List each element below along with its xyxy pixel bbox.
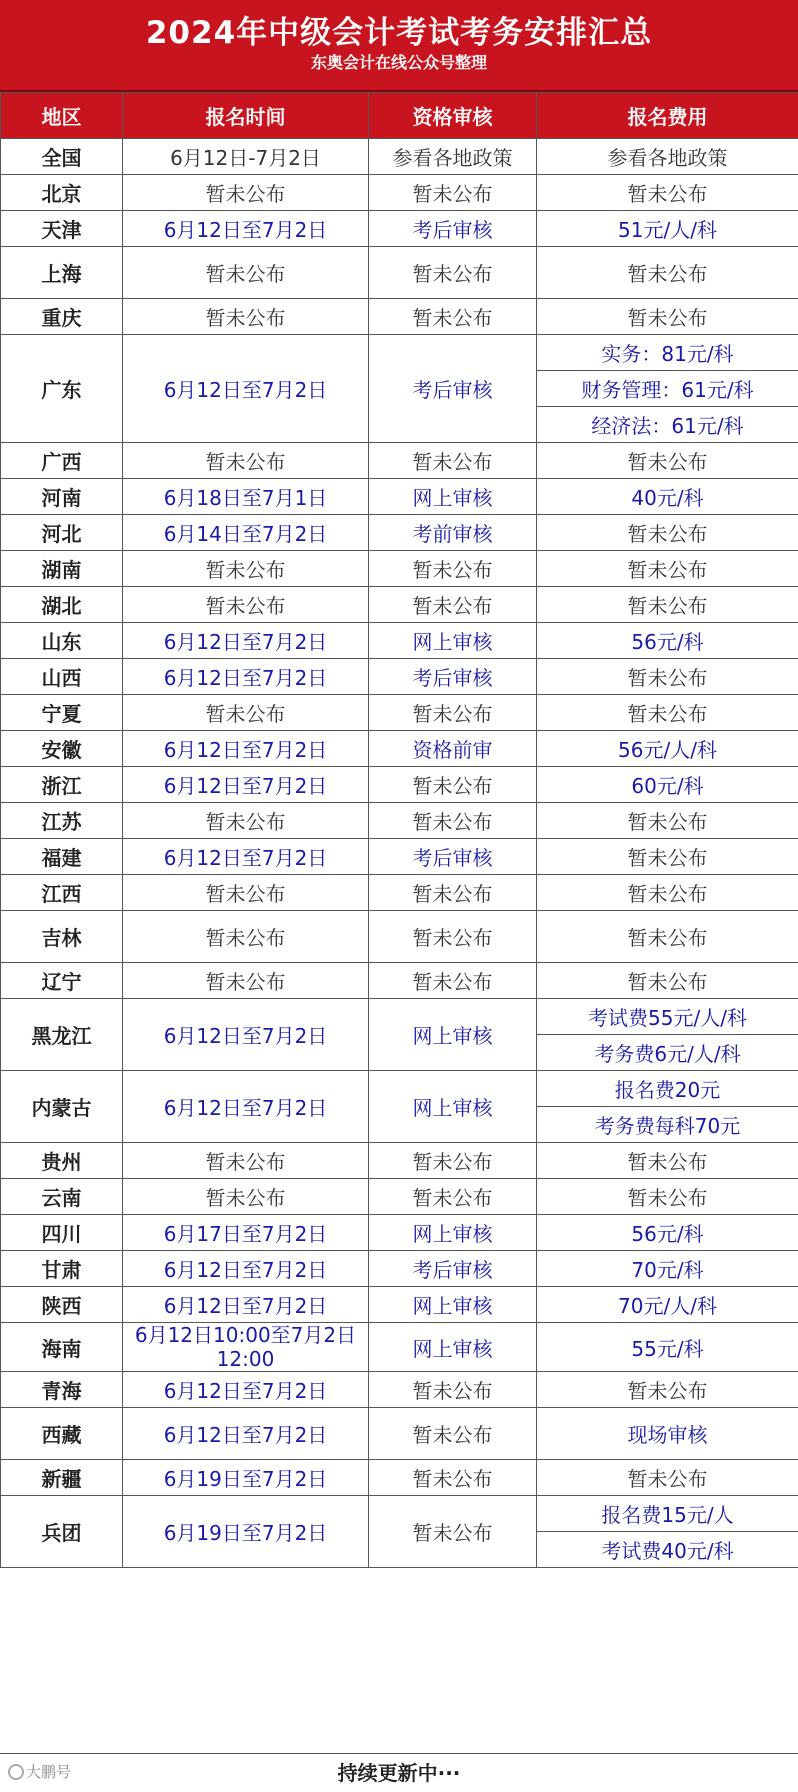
cell-review: 考后审核 — [369, 335, 537, 443]
cell-review: 考后审核 — [369, 659, 537, 695]
cell-fee: 暂未公布 — [537, 1143, 798, 1179]
column-header-review: 资格审核 — [369, 93, 537, 139]
cell-fee: 70元/科 — [537, 1251, 798, 1287]
cell-review: 暂未公布 — [369, 247, 537, 299]
brand-text: 大鹏号 — [26, 1763, 72, 1781]
cell-registration-time: 暂未公布 — [123, 1179, 369, 1215]
table-row — [1, 299, 798, 335]
cell-fee: 56元/科 — [537, 623, 798, 659]
cell-fee: 暂未公布 — [537, 911, 798, 963]
cell-review: 网上审核 — [369, 479, 537, 515]
cell-review: 网上审核 — [369, 1287, 537, 1323]
cell-fee: 现场审核 — [537, 1408, 798, 1460]
cell-region: 陕西 — [1, 1287, 123, 1323]
cell-review: 暂未公布 — [369, 1460, 537, 1496]
cell-region: 北京 — [1, 175, 123, 211]
cell-fee: 暂未公布 — [537, 443, 798, 479]
table-row — [1, 963, 798, 999]
cell-fee: 财务管理：61元/科 — [537, 371, 798, 407]
cell-fee: 56元/科 — [537, 1215, 798, 1251]
cell-region: 江西 — [1, 875, 123, 911]
column-header-region: 地区 — [1, 93, 123, 139]
cell-registration-time: 6月12日至7月2日 — [123, 839, 369, 875]
cell-review: 暂未公布 — [369, 695, 537, 731]
table-row — [1, 659, 798, 695]
cell-region: 兵团 — [1, 1496, 123, 1568]
table-row — [1, 587, 798, 623]
cell-registration-time: 6月19日至7月2日 — [123, 1460, 369, 1496]
table-row — [1, 1460, 798, 1496]
cell-fee: 暂未公布 — [537, 551, 798, 587]
table-row — [1, 1179, 798, 1215]
cell-region: 浙江 — [1, 767, 123, 803]
cell-fee: 51元/人/科 — [537, 211, 798, 247]
cell-registration-time: 6月12日至7月2日 — [123, 1287, 369, 1323]
cell-fee: 55元/科 — [537, 1323, 798, 1372]
table-row — [1, 875, 798, 911]
cell-review: 暂未公布 — [369, 767, 537, 803]
table-row — [1, 515, 798, 551]
cell-fee: 暂未公布 — [537, 1372, 798, 1408]
cell-registration-time: 6月12日至7月2日 — [123, 767, 369, 803]
cell-registration-time: 6月12日至7月2日 — [123, 1372, 369, 1408]
table-row — [1, 247, 798, 299]
cell-review: 暂未公布 — [369, 443, 537, 479]
cell-review: 暂未公布 — [369, 1372, 537, 1408]
table-body — [1, 139, 798, 1568]
cell-registration-time: 6月12日-7月2日 — [123, 139, 369, 175]
table-row — [1, 1251, 798, 1287]
table-row — [1, 1408, 798, 1460]
cell-region: 海南 — [1, 1323, 123, 1372]
cell-region: 湖北 — [1, 587, 123, 623]
cell-region: 青海 — [1, 1372, 123, 1408]
table-row — [1, 479, 798, 515]
cell-review: 暂未公布 — [369, 1179, 537, 1215]
cell-region: 江苏 — [1, 803, 123, 839]
table-row — [1, 551, 798, 587]
cell-region: 广西 — [1, 443, 123, 479]
cell-registration-time: 暂未公布 — [123, 443, 369, 479]
cell-registration-time: 6月12日至7月2日 — [123, 211, 369, 247]
cell-fee: 考试费55元/人/科 — [537, 999, 798, 1035]
cell-region: 安徽 — [1, 731, 123, 767]
cell-region: 宁夏 — [1, 695, 123, 731]
cell-region: 湖南 — [1, 551, 123, 587]
table-row — [1, 175, 798, 211]
cell-review: 暂未公布 — [369, 1496, 537, 1568]
cell-review: 考后审核 — [369, 839, 537, 875]
cell-fee: 暂未公布 — [537, 803, 798, 839]
cell-region: 辽宁 — [1, 963, 123, 999]
table-row — [1, 695, 798, 731]
table-row — [1, 767, 798, 803]
cell-fee: 报名费15元/人 — [537, 1496, 798, 1532]
cell-region: 贵州 — [1, 1143, 123, 1179]
cell-review: 网上审核 — [369, 1215, 537, 1251]
cell-fee: 考试费40元/科 — [537, 1532, 798, 1568]
cell-fee: 暂未公布 — [537, 175, 798, 211]
cell-region: 广东 — [1, 335, 123, 443]
cell-region: 黑龙江 — [1, 999, 123, 1071]
table-row — [1, 731, 798, 767]
cell-registration-time: 暂未公布 — [123, 587, 369, 623]
table-row — [1, 911, 798, 963]
cell-registration-time: 暂未公布 — [123, 1143, 369, 1179]
cell-review: 暂未公布 — [369, 803, 537, 839]
cell-review: 网上审核 — [369, 1071, 537, 1143]
table-row — [1, 443, 798, 479]
table-row — [1, 335, 798, 371]
cell-region: 甘肃 — [1, 1251, 123, 1287]
cell-fee: 参看各地政策 — [537, 139, 798, 175]
cell-fee: 暂未公布 — [537, 515, 798, 551]
cell-fee: 暂未公布 — [537, 1460, 798, 1496]
cell-fee: 暂未公布 — [537, 839, 798, 875]
table-row — [1, 1496, 798, 1532]
cell-fee: 暂未公布 — [537, 299, 798, 335]
table-row — [1, 211, 798, 247]
cell-region: 新疆 — [1, 1460, 123, 1496]
cell-region: 山西 — [1, 659, 123, 695]
cell-review: 资格前审 — [369, 731, 537, 767]
cell-region: 四川 — [1, 1215, 123, 1251]
cell-review: 暂未公布 — [369, 875, 537, 911]
cell-registration-time: 6月19日至7月2日 — [123, 1496, 369, 1568]
cell-fee: 实务：81元/科 — [537, 335, 798, 371]
table-row — [1, 1287, 798, 1323]
cell-fee: 40元/科 — [537, 479, 798, 515]
table-row — [1, 803, 798, 839]
cell-region: 西藏 — [1, 1408, 123, 1460]
cell-registration-time: 暂未公布 — [123, 175, 369, 211]
cell-registration-time: 6月12日至7月2日 — [123, 999, 369, 1071]
cell-region: 山东 — [1, 623, 123, 659]
cell-registration-time: 暂未公布 — [123, 911, 369, 963]
cell-region: 河北 — [1, 515, 123, 551]
cell-registration-time: 6月12日至7月2日 — [123, 1071, 369, 1143]
title-bar — [0, 0, 798, 92]
table-row — [1, 839, 798, 875]
cell-registration-time: 暂未公布 — [123, 551, 369, 587]
cell-review: 考前审核 — [369, 515, 537, 551]
column-header-fee: 报名费用 — [537, 93, 798, 139]
cell-fee: 56元/人/科 — [537, 731, 798, 767]
cell-region: 云南 — [1, 1179, 123, 1215]
cell-review: 暂未公布 — [369, 175, 537, 211]
table-row — [1, 623, 798, 659]
cell-fee: 考务费6元/人/科 — [537, 1035, 798, 1071]
page-title: 2024年中级会计考试考务安排汇总 — [145, 15, 653, 51]
cell-fee: 60元/科 — [537, 767, 798, 803]
cell-registration-time: 暂未公布 — [123, 299, 369, 335]
cell-review: 暂未公布 — [369, 587, 537, 623]
cell-registration-time: 暂未公布 — [123, 875, 369, 911]
cell-review: 暂未公布 — [369, 963, 537, 999]
cell-region: 上海 — [1, 247, 123, 299]
table-row — [1, 139, 798, 175]
cell-registration-time: 6月12日至7月2日 — [123, 335, 369, 443]
cell-fee: 暂未公布 — [537, 963, 798, 999]
cell-fee: 暂未公布 — [537, 875, 798, 911]
cell-fee: 考务费每科70元 — [537, 1107, 798, 1143]
cell-registration-time: 6月12日至7月2日 — [123, 659, 369, 695]
cell-review: 暂未公布 — [369, 299, 537, 335]
schedule-table — [0, 92, 798, 1568]
table-row — [1, 1372, 798, 1408]
column-header-time: 报名时间 — [123, 93, 369, 139]
cell-registration-time: 6月12日至7月2日 — [123, 731, 369, 767]
cell-review: 网上审核 — [369, 999, 537, 1071]
cell-review: 暂未公布 — [369, 551, 537, 587]
cell-registration-time: 暂未公布 — [123, 695, 369, 731]
table-row — [1, 1323, 798, 1372]
table-header-row — [1, 93, 798, 139]
cell-fee: 经济法：61元/科 — [537, 407, 798, 443]
cell-registration-time: 6月12日10:00至7月2日12:00 — [123, 1323, 369, 1372]
cell-region: 重庆 — [1, 299, 123, 335]
cell-registration-time: 6月14日至7月2日 — [123, 515, 369, 551]
cell-region: 福建 — [1, 839, 123, 875]
cell-review: 暂未公布 — [369, 1408, 537, 1460]
cell-fee: 暂未公布 — [537, 695, 798, 731]
cell-registration-time: 暂未公布 — [123, 803, 369, 839]
table-row — [1, 1143, 798, 1179]
cell-review: 参看各地政策 — [369, 139, 537, 175]
table-row — [1, 1215, 798, 1251]
cell-registration-time: 暂未公布 — [123, 963, 369, 999]
cell-review: 暂未公布 — [369, 1143, 537, 1179]
cell-region: 内蒙古 — [1, 1071, 123, 1143]
brand-logo-icon — [8, 1764, 24, 1780]
cell-review: 网上审核 — [369, 1323, 537, 1372]
cell-region: 天津 — [1, 211, 123, 247]
cell-region: 吉林 — [1, 911, 123, 963]
cell-review: 暂未公布 — [369, 911, 537, 963]
cell-fee: 70元/人/科 — [537, 1287, 798, 1323]
page-subtitle: 东奥会计在线公众号整理 — [310, 53, 487, 72]
brand-watermark — [8, 1761, 71, 1782]
cell-registration-time: 6月12日至7月2日 — [123, 1251, 369, 1287]
footer-note: 持续更新中··· — [0, 1753, 798, 1792]
cell-registration-time: 6月18日至7月1日 — [123, 479, 369, 515]
cell-region: 全国 — [1, 139, 123, 175]
cell-review: 考后审核 — [369, 211, 537, 247]
cell-review: 考后审核 — [369, 1251, 537, 1287]
table-row — [1, 1071, 798, 1107]
table-row — [1, 999, 798, 1035]
cell-fee: 暂未公布 — [537, 659, 798, 695]
cell-fee: 暂未公布 — [537, 1179, 798, 1215]
cell-fee: 暂未公布 — [537, 587, 798, 623]
cell-registration-time: 6月12日至7月2日 — [123, 623, 369, 659]
cell-registration-time: 6月12日至7月2日 — [123, 1408, 369, 1460]
cell-fee: 暂未公布 — [537, 247, 798, 299]
cell-review: 网上审核 — [369, 623, 537, 659]
cell-registration-time: 6月17日至7月2日 — [123, 1215, 369, 1251]
cell-fee: 报名费20元 — [537, 1071, 798, 1107]
cell-region: 河南 — [1, 479, 123, 515]
cell-registration-time: 暂未公布 — [123, 247, 369, 299]
